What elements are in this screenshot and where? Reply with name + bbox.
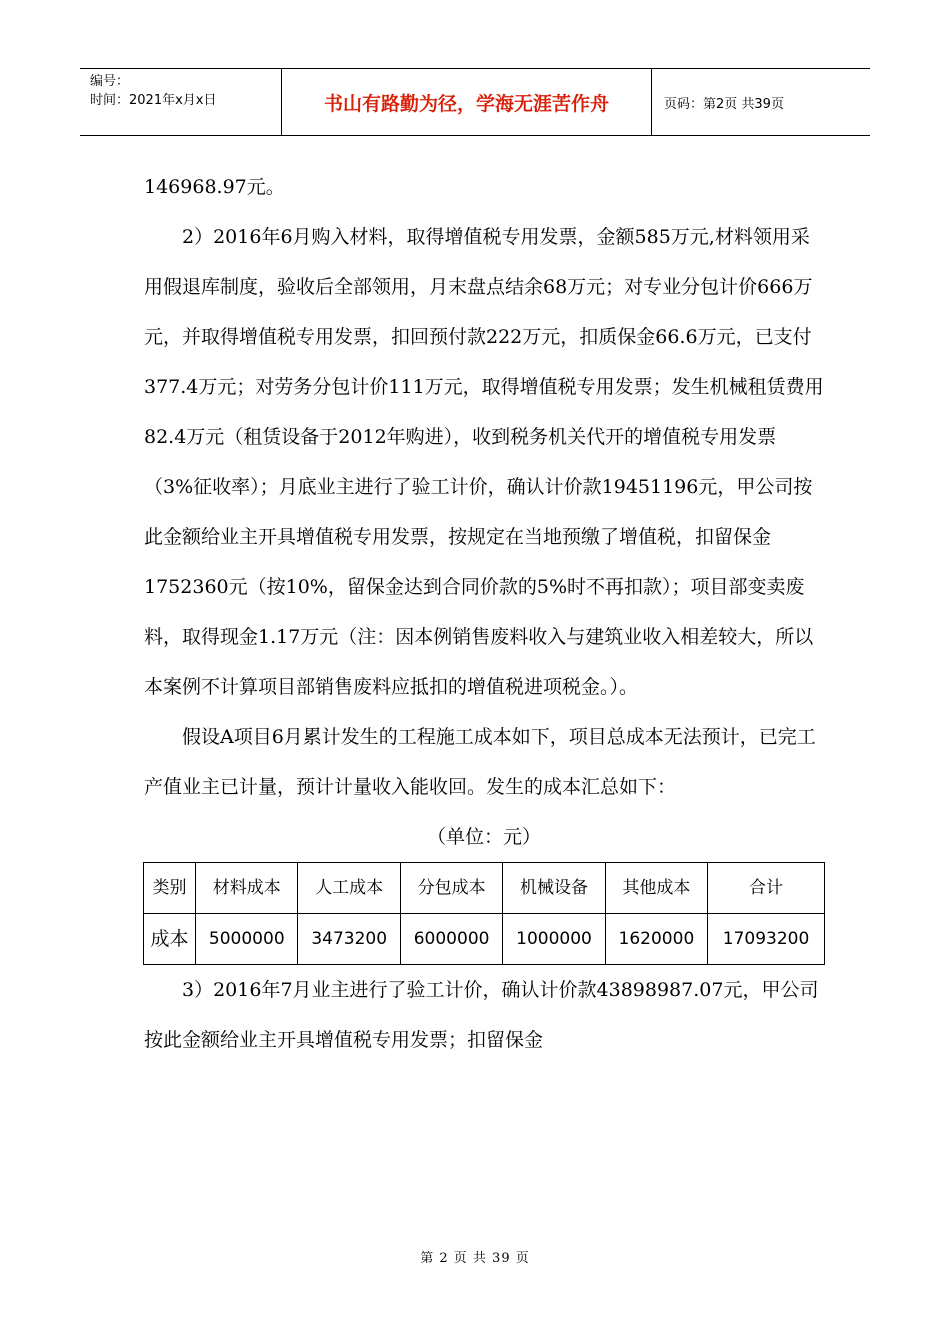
table-header-cell: 材料成本 [196, 863, 298, 914]
document-time-label: 时间：2021年x月x日 [90, 93, 217, 108]
table-header-cell: 类别 [144, 863, 196, 914]
cost-summary-table [143, 862, 825, 965]
page-footer: 第 2 页 共 39 页 [420, 1251, 530, 1266]
table-row [144, 914, 825, 965]
table-unit-caption: （单位：元） [426, 826, 541, 848]
table-cell: 3473200 [298, 914, 400, 965]
header-page-info: 页码：第2页 共39页 [664, 96, 784, 112]
table-header-cell: 其他成本 [605, 863, 707, 914]
header-motto: 书山有路勤为径，学海无涯苦作舟 [282, 69, 652, 135]
page-header [80, 68, 870, 136]
table-cell: 1620000 [605, 914, 707, 965]
table-header-cell: 合计 [708, 863, 825, 914]
table-header-cell: 机械设备 [503, 863, 605, 914]
table-cell: 17093200 [708, 914, 825, 965]
document-number-label: 编号： [90, 74, 130, 89]
paragraph-item-2: 2）2016年6月购入材料，取得增值税专用发票，金额585万元,材料领用采用假退库制度，验收后全部领用，月末盘点结余68万元；对专业分包计价666万元，并取得增值税专用发票，扣回预付款222万元，扣质保金66.6万元，已支付377.4万元；对劳务分包计价111万元，取得增值税专用发票；发生机械租赁费用82.4万元（租赁设备于2012年购进），收到税务机关代开的增值税专用发票（3%征收率）；月底业主进行了验工计价，确认计价款19451196元，甲公司按此金额给业主开具增值税专用发票，按规定在当地预缴了增值税，扣留保金1752360元（按10%，留保金达到合同价款的5%时不再扣款）；项目部变卖废料，取得现金1.17万元（注：因本例销售废料收入与建筑业收入相差较大，所以本案例不计算项目部销售废料应抵扣的增值税进项税金。）。 [144, 226, 824, 698]
table-header-cell: 分包成本 [400, 863, 502, 914]
table-cell: 1000000 [503, 914, 605, 965]
paragraph-item-3: 3）2016年7月业主进行了验工计价，确认计价款43898987.07元，甲公司按此金额给业主开具增值税专用发票；扣留保金 [144, 979, 819, 1051]
paragraph-cost-intro: 假设A项目6月累计发生的工程施工成本如下，项目总成本无法预计，已完工产值业主已计量，预计计量收入能收回。发生的成本汇总如下： [144, 726, 816, 798]
paragraph-continuation: 146968.97元。 [144, 176, 285, 198]
header-meta [80, 69, 282, 135]
table-header-row [144, 863, 825, 914]
document-body [144, 162, 824, 1065]
table-cell: 6000000 [400, 914, 502, 965]
table-header-cell: 人工成本 [298, 863, 400, 914]
table-cell: 成本 [144, 914, 196, 965]
table-cell: 5000000 [196, 914, 298, 965]
